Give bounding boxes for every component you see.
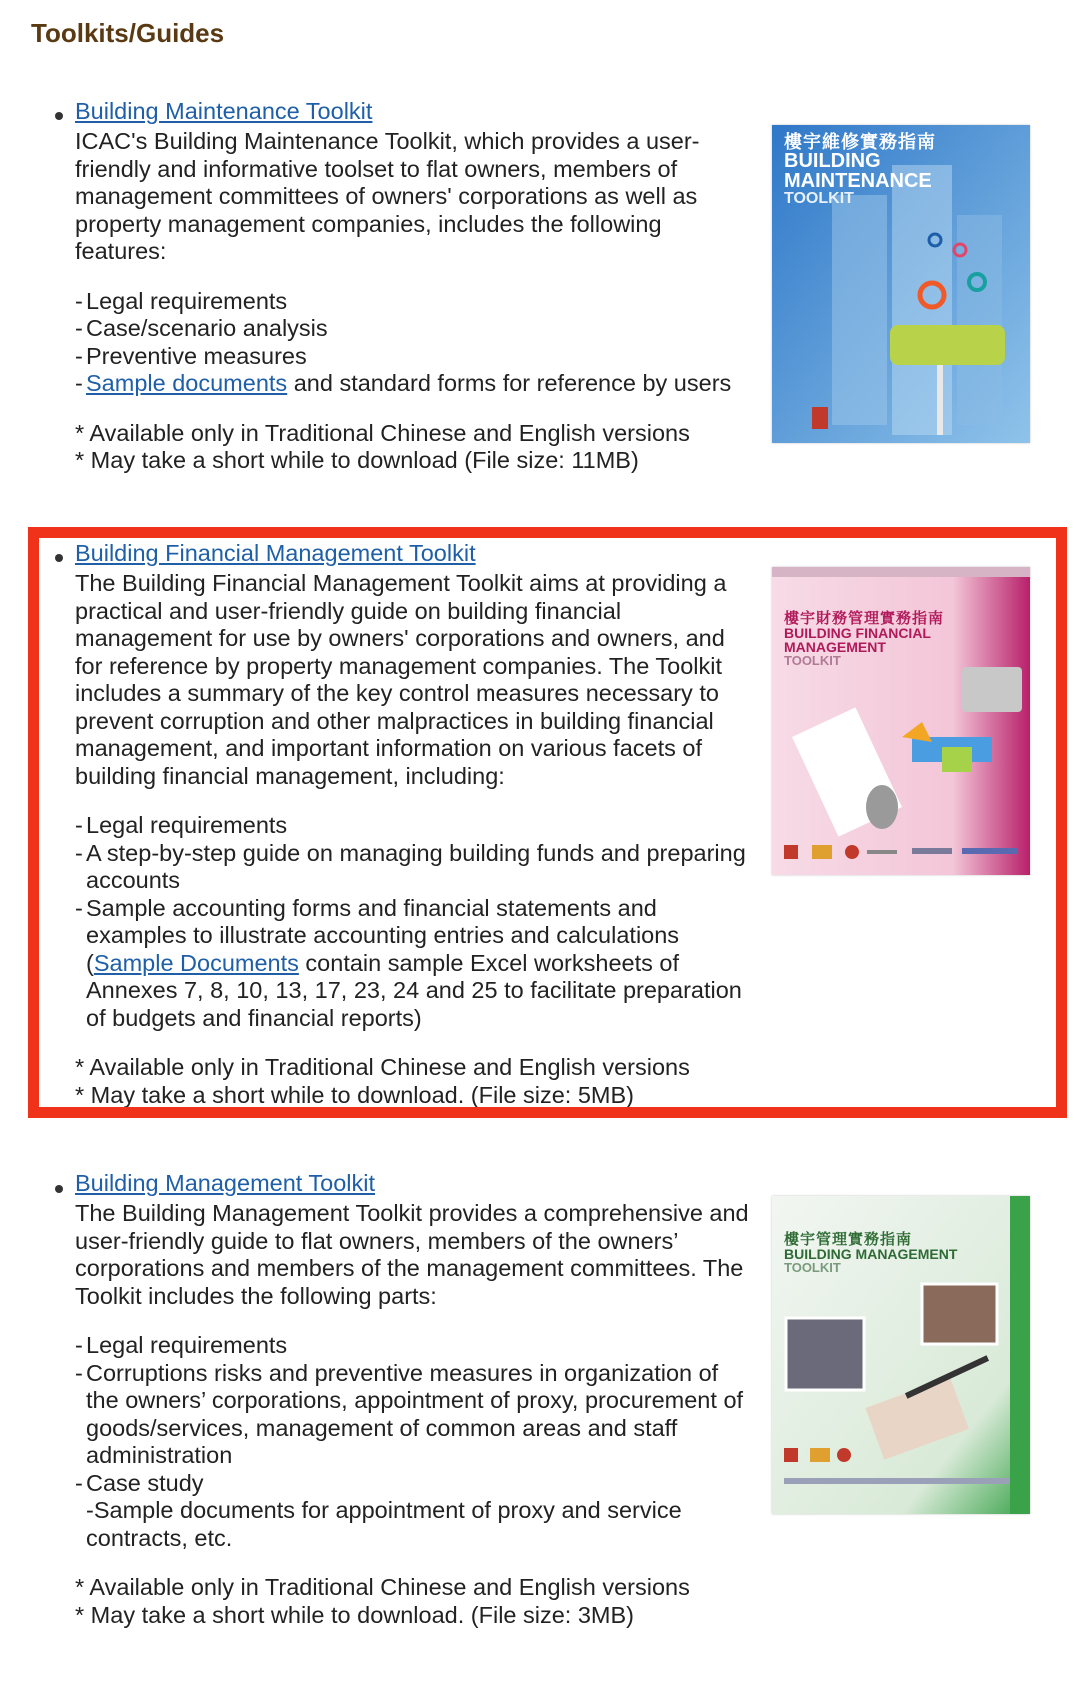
feature-item: - Preventive measures: [75, 342, 307, 369]
feature-item: - Sample documents and standard forms for reference by users: [75, 370, 732, 396]
availability-note: * Available only in Traditional Chinese and English versions: [75, 419, 690, 446]
availability-note: * Available only in Traditional Chinese and English versions: [75, 1574, 690, 1600]
sample-documents-link[interactable]: Sample Documents: [93, 949, 299, 976]
sample-documents-link[interactable]: Sample documents: [86, 370, 288, 396]
file-size-note: * May take a short while to download. (File size: 5MB): [75, 1081, 635, 1107]
feature-item: - Case study: [75, 1469, 204, 1496]
cover-title: 樓宇財務管理實務指南 BUILDING FINANCIAL MANAGEMENT TOOLKIT: [784, 610, 945, 668]
cover-title: 樓宇管理實務指南 BUILDING MANAGEMENT TOOLKIT: [784, 1231, 958, 1275]
feature-item: - A step-by-step guide on managing building funds and preparing accounts: [75, 839, 746, 893]
management-toolkit-cover-image[interactable]: [772, 1196, 1030, 1514]
file-size-note: * May take a short while to download. (File size: 3MB): [75, 1601, 635, 1628]
bullet-icon: [55, 1185, 63, 1193]
feature-item: -Sample documents for appointment of proxy and service contracts, etc.: [86, 1497, 682, 1551]
feature-item: - Sample accounting forms and financial statements and examples to illustrate accounting entries and calculations (Sample Documents contain sample Excel worksheets of Annexes 7, 8, 10, 13, 17, 23, 24 and 25 to facilitate preparation of budgets and financial reports): [75, 894, 742, 1031]
feature-list: [75, 1332, 755, 1552]
entry-description: ICAC's Building Maintenance Toolkit, which provides a user-friendly and informative toolset to flat owners, members of management committees of owners' corporations as well as property management companies, includes the following features:: [75, 128, 700, 264]
feature-item: - Corruptions risks and preventive measures in organization of the owners’ corporations, appointment of proxy, procurement of goods/services, management of common areas and staff administration: [75, 1359, 744, 1468]
feature-item: - Legal requirements: [75, 1332, 288, 1358]
file-size-note: * May take a short while to download (File size: 11MB): [75, 447, 639, 473]
feature-item: - Legal requirements: [75, 287, 288, 314]
building-financial-management-toolkit-link[interactable]: Building Financial Management Toolkit: [75, 540, 476, 566]
maintenance-toolkit-cover-image[interactable]: [772, 125, 1030, 443]
notes: [75, 1574, 755, 1629]
feature-item: - Case/scenario analysis: [75, 315, 328, 341]
building-management-toolkit-link[interactable]: Building Management Toolkit: [75, 1170, 376, 1196]
entry-text: [75, 1168, 755, 1629]
availability-note: * Available only in Traditional Chinese and English versions: [75, 1054, 690, 1080]
bullet-icon: [55, 112, 63, 120]
entry-text: [75, 96, 755, 475]
cover-title: 樓宇維修實務指南 BUILDING MAINTENANCE TOOLKIT: [784, 132, 936, 207]
feature-item: - Legal requirements: [75, 812, 288, 838]
notes: [75, 420, 755, 475]
entry-description: The Building Management Toolkit provides a comprehensive and user-friendly guide to flat owners, members of the owners’ corporations and members of the management committees. The Toolkit includes the following parts:: [75, 1200, 749, 1309]
building-maintenance-toolkit-link[interactable]: Building Maintenance Toolkit: [75, 98, 373, 124]
feature-list: [75, 288, 755, 398]
page-title: Toolkits/Guides: [31, 18, 225, 48]
entry-description: The Building Financial Management Toolkit aims at providing a practical and user-friendly guide on building financial management for use by owners' corporations and owners, and for reference by property management companies. The Toolkit includes a summary of the key control measures necessary to prevent corruption and other malpractices in building financial management, and important information on various facets of building financial management, including:: [75, 570, 727, 789]
highlight-frame: [28, 527, 1067, 1118]
